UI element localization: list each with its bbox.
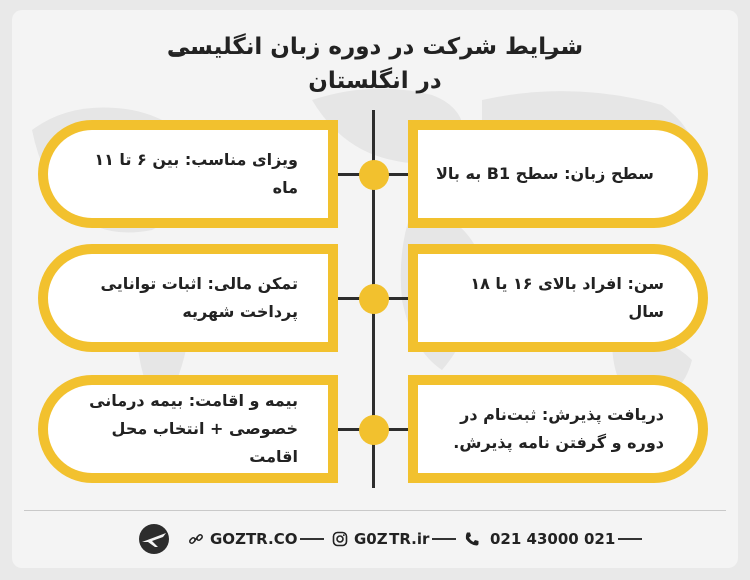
footer-logo [136, 522, 172, 556]
instagram-text[interactable]: G0Z TR.ir [354, 530, 430, 548]
financial-card [38, 244, 338, 352]
timeline-dot-1 [359, 160, 389, 190]
age-card-inner [418, 254, 698, 342]
footer-dash-3 [618, 538, 642, 540]
insurance-text: بیمه و اقامت: بیمه درمانی خصوصی + انتخاب محل اقامت [89, 391, 298, 466]
language-level-card [408, 120, 708, 228]
timeline-dot-2 [359, 284, 389, 314]
page-title-line2: در انگلستان [308, 68, 442, 94]
age-card [408, 244, 708, 352]
language-level-text: سطح زبان: سطح B1 به بالا [436, 164, 654, 183]
phone-text[interactable]: 021 43000 021 [490, 530, 616, 548]
website-item[interactable] [188, 522, 297, 556]
financial-text: تمکن مالی: اثبات توانایی پرداخت شهریه [100, 274, 298, 321]
instagram-icon [332, 531, 348, 547]
phone-icon [464, 531, 480, 547]
language-level-card-inner [418, 130, 698, 218]
timeline-dot-3 [359, 415, 389, 445]
insurance-card-inner [48, 385, 328, 473]
plane-logo-icon [136, 522, 172, 556]
website-text[interactable]: GOZTR.CO [210, 530, 298, 548]
phone-item[interactable] [464, 522, 615, 556]
visa-text: ویزای مناسب: بین ۶ تا ۱۱ ماه [94, 150, 298, 197]
footer-divider [24, 510, 726, 511]
insurance-card [38, 375, 338, 483]
admission-card-inner [418, 385, 698, 473]
footer-dash-2 [432, 538, 456, 540]
admission-text: دریافت پذیرش: ثبت‌نام در دوره و گرفتن نامه پذیرش. [453, 405, 664, 452]
admission-card [408, 375, 708, 483]
visa-card-inner [48, 130, 328, 218]
visa-card [38, 120, 338, 228]
page-title-line1: شرایط شرکت در دوره زبان انگلیسی [166, 34, 584, 60]
footer-dash-1 [300, 538, 324, 540]
link-icon [188, 531, 204, 547]
financial-card-inner [48, 254, 328, 342]
infographic-card [12, 10, 738, 568]
footer-contact-bar [12, 522, 738, 556]
age-text: سن: افراد بالای ۱۶ یا ۱۸ سال [470, 274, 664, 321]
instagram-item[interactable] [332, 522, 429, 556]
